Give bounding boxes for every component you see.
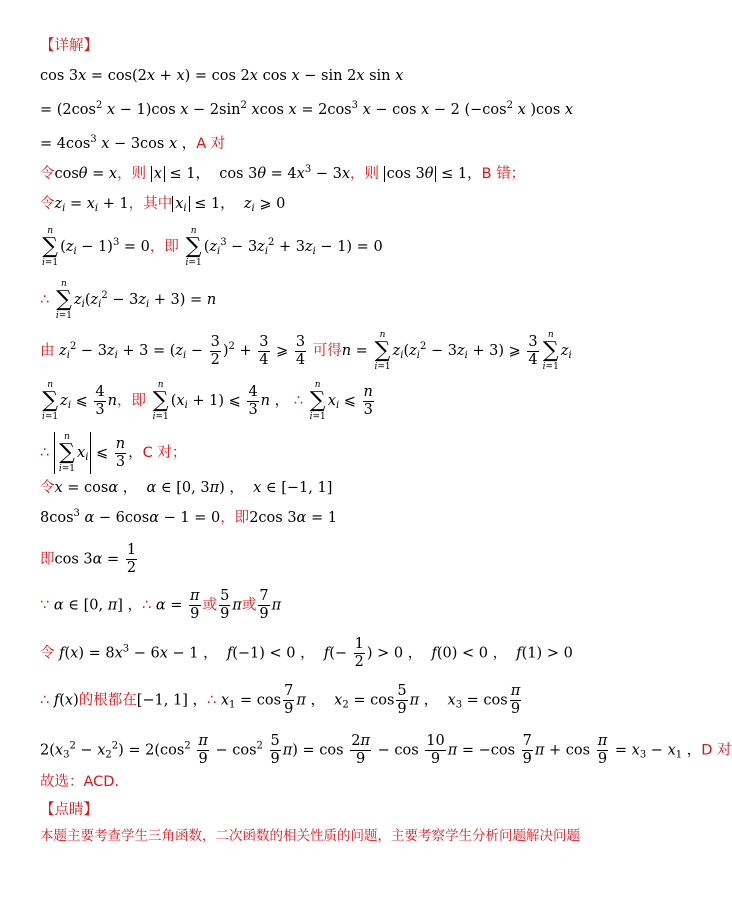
formula-sum-bound: n ∑ i=1 $z_i$ ⩽ $\frac{4}{3}$ n，即 n ∑ i=1 $(x_i + 1)$ ⩽ $\frac{4}{3}$ n ， ∴ n ∑ i=1 $x_i$ ⩽ $\frac{n}{3}$ <box>42 380 373 422</box>
formula-alpha-values: ∵ α ∈ [0, π] ，∴ α = $\frac{\pi}{9}$ 或 $\frac{5}{9}$ π或 $\frac{7}{9}$ π <box>40 588 282 622</box>
formula-quadratic-bound: 由 $z_i^2 - 3z_i + 3 = (z_i$ − $\frac{3}{2}$ )$^2$ + $\frac{3}{4}$ ⩾ $\frac{3}{4}$ 可得n = n ∑ i=1 $z_i(z_i^2 - 3z_i + 3)$ ⩾ $\frac{3}{4}$ n ∑ i=1 $z_i$ <box>40 330 572 372</box>
formula-cos3x: cos 3x = cos(2x + x) = cos 2x cos x − sin 2x sin x <box>40 68 404 84</box>
formula-alpha-sub: 令x = cosα ， α ∈ [0, 3π) ， x ∈ [−1, 1] <box>40 480 333 496</box>
formula-cubic-alpha: $8\cos^3$ α − 6cosα − 1 = 0，即2cos 3α = 1 <box>40 508 337 526</box>
formula-expand: = ($2\cos^2$ x − 1)cos $x - 2\sin^2$ xcos $x = 2\cos^3$ x − cos x − 2 ($-\cos^2$ x )cos x <box>40 100 574 118</box>
formula-option-b: 令cosθ = x，则 x ≤ 1， $\cos 3\theta = 4x^3 - 3x$，则 cos 3θ ≤ 1，B 错； <box>40 164 526 182</box>
comment-text: 本题主要考查学生三角函数，二次函数的相关性质的问题，主要考察学生分析问题解决问题 <box>40 828 580 844</box>
comment-heading: 【点睛】 <box>40 802 98 818</box>
formula-option-d: $2(x_3^2 - x_2^2) = 2(\cos^2$ $\frac{\pi}{9}$ − $\cos^2$ $\frac{5}{9}$ π) = cos $\frac{2\pi}{9}$ − cos $\frac{10}{9}$ π = −cos $\frac{7}{9}$ π + cos $\frac{\pi}{9}$ = $x_3 - x_1$ ，D 对 <box>40 733 732 767</box>
formula-cos3alpha: 即cos 3α = $\frac{1}{2}$ <box>40 542 137 576</box>
formula-sum-cube: n ∑ i=1 $(z_i - 1)^3 = 0$，即 n ∑ i=1 $(z_i^3 - 3z_i^2 + 3z_i - 1) = 0$ <box>42 226 383 268</box>
formula-sum-n: ∴ n ∑ i=1 $z_i(z_i^2 - 3z_i + 3) = n$ <box>40 279 217 321</box>
formula-option-c: ∴ n ∑ i=1 $x_i$ ⩽ $\frac{n}{3}$ ，C 对； <box>40 432 187 474</box>
verdict-a: A 对 <box>196 136 226 152</box>
formula-f-def: 令 $f(x) = 8x^3 - 6x - 1$ ， f(−1) < 0 ， f(− $\frac{1}{2}$ ) > 0 ， f(0) < 0 ， f(1) > 0 <box>40 636 573 670</box>
formula-result-a: = $4\cos^3$ x − 3cos x ，A 对 <box>40 134 226 152</box>
verdict-b: B 错； <box>481 166 526 182</box>
verdict-d: D 对 <box>701 742 732 759</box>
answer-line: 故选：ACD. <box>40 774 120 790</box>
formula-zi-def: 令$z_i = x_i + 1$，其中 $x_i \le 1$， $z_i$ ⩾ 0 <box>40 196 286 214</box>
verdict-c: C 对； <box>142 445 187 461</box>
formula-roots: ∴ f(x)的根都在[−1, 1] ，∴ $x_1 = \cos$ $\frac{7}{9}$ π ， $x_2 = \cos$ $\frac{5}{9}$ π ， $x_3 = \cos$ $\frac{\pi}{9}$ <box>40 683 521 717</box>
detail-heading: 【详解】 <box>40 38 98 54</box>
